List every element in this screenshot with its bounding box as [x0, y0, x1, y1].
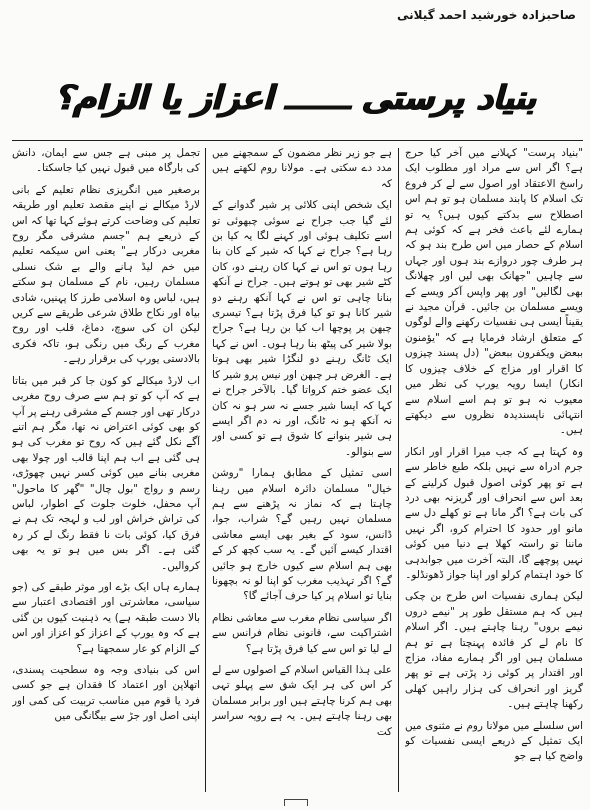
paragraph: لیکن ہماری نفسیات اس طرح بن چکی ہیں کہ ہم مستقل طور پر "نیمے دروں نیمے بروں" رہنا چاہتے ہیں۔ اگر اسلام کا نام لے کر فائدہ پہنچتا ہے تو ہم مسلمان ہیں اور اگر ہمارے مفاد، مزاج اور اقتدار پر کوئی زد پڑتی ہے تو پھر گریز اور انحراف کی ہزار راہیں کھلی رکھنا چاہتے ہیں۔	[405, 590, 583, 711]
paragraph: اب لارڈ میکالے کو کون جا کر قبر میں بتاتا ہے کہ آپ کو تو ہم سے صرف روح مغربی درکار تھی اور جسم کے مشرقی رہنے پر آپ کو بھی کوئی اعتراض نہ تھا، مگر ہم اتنے آگے نکل گئے ہیں کہ روح تو مغرب کی ہو ہی گئی ہے اب ہم اپنا قالب اور چولا بھی مغربی بنانے میں کوئی کسر نہیں چھوڑی، رسم و رواج "بول چال" "گھر کا ماحول" آپ محفل، خلوت جلوت کے اطوار، لباس کی تراش خراش اور لب و لہجہ تک ہم نے فرق کیا، کوئی بات نا فقط رنگ لے کر رہ گئی ہے۔ اگر بس میں ہو تو یہ بھی کروالیں۔	[12, 374, 200, 572]
paragraph: ہمارے ہاں ایک بڑے اور موثر طبقے کی (جو سیاسی، معاشرتی اور اقتصادی اعتبار سے بالا دست طبقہ ہے) یہ ذہنیت کیوں بن گئی ہے کہ وہ یورپ کے اعزاز کو اعزاز اور اس کے الزام کو عار سمجھتا ہے؟	[12, 580, 200, 655]
paragraph: ایک شخص اپنی کلائی پر شیر گدوانے کے لئے گیا جب جراح نے سوئی چبھوئی تو اسے تکلیف ہوئی اور کہنے لگا یہ کیا بن رہا ہے؟ جراح نے کہا کہ شیر کے کان بنا رہا ہوں تو اس نے کہا کان رہنے دو، کان کٹے شیر بھی تو ہوتے ہیں۔ جراح نے آنکھ بنانا چاہی تو اس نے کہا آنکھ رہنے دو شیر کانا ہو تو کیا فرق پڑتا ہے؟ تیسری چبھن پر پوچھا اب کیا بن رہا ہے؟ جراح بولا شیر کی پیٹھ بنا رہا ہوں۔ اس نے کہا ایک ٹانگ رہنے دو لنگڑا شیر بھی ہوتا ہے۔ الغرض ہر چبھن اور نیس پرو شیر کا ایک عضو ختم کرواتا گیا۔ بالآخر جراح نے کہا کہ ایسا شیر جسے نہ سر ہو نہ کان نہ آنکھ ہو نہ ٹانگ، اور نہ دم اگر ایسے ہی شیر بنوانے کا شوق ہے تو کسی اور سے بنوالو۔	[212, 199, 392, 458]
paragraph: وہ کہتا ہے کہ جب میرا اقرار اور انکار جرم ادراہ سے نہیں بلکہ طبع خاطر سے ہے تو پھر کوئی اصول قبول کرلینے کے بعد اس سے انحراف اور گریزنہ بھی درد کی بات ہے؟ اگر مانا ہے تو کھلے دل سے مانو اور حدود کا احترام کرو، اگر نہیں ماننا تو راستہ کھلا ہے دنیا میں کوئی نہیں پوچھے گا، البتہ آخرت میں جوابدہی کا خود اہتمام کرلو اور اپنا جواز ڈھونڈلو۔	[405, 445, 583, 581]
paragraph: برصغیر میں انگریزی نظام تعلیم کے بانی لارڈ میکالے نے اپنے مقصد تعلیم اور طریقہ تعلیم کی وضاحت کرتے ہوئے کہا تھا کہ اس کے ذریعے ہم "جسم مشرقی مگر روح مغربی درکار ہے" یعنی اس سیکمہ تعلیم میں خم لیڈ ہانے والے بے شک نسلی مسلمان رہیں، نام کے مسلمان ہو سکتے ہیں، لباس وہ اسلامی طرز کا پہنیں، شادی بیاہ اور نکاح طلاق شرعی طریقے سے کریں لیکن ان کی سوچ، دماغ، قلب اور روح مغرب کے رنگ میں رنگی ہو، تاکہ فکری بالادستی یورپ کی برقرار رہے۔	[12, 183, 200, 366]
column-divider-right	[398, 148, 399, 792]
article-column-left	[12, 146, 200, 792]
paragraph: "بنیاد پرست" کہلانے میں آخر کیا حرج ہے؟ اگر اس سے مراد اور مطلوب ایک راسخ الاعتقاد اور اصول سے لے کر فروع تک اسلام کا پابند مسلمان ہو تو ہم اس اصطلاح سے بدکتے کیوں ہیں؟ یہ تو ہمارے لئے باعث فخر ہے کہ کوئی ہم اسلام کے حصار میں اس طرح بند ہو کہ ہر طرف چور دروازے بند ہوں اور جہاں سے چاہیں "جھانک بھی لیں اور چھلانگ بھی لگالیں" اور پھر واپس آکر ویسے کے ویسے مسلمان بن جائیں۔ قرآن مجید نے یقیناً ایسی ہی نفسیات رکھنے والے لوگوں کے متعلق ارشاد فرمایا ہے کہ "یؤمنون ببعض ویکفرون ببعض" (دل پسند چیزوں کا اقرار اور مزاج کے خلاف چیزوں کا انکار) ایسا رویہ یورپ کی نظر میں معیوب نہ ہو تو ہم اسے اسلام سے انتہائی ناپسندیدہ نظروں سے دیکھتے ہیں۔	[405, 147, 583, 437]
paragraph: اگر سیاسی نظام مغرب سے معاشی نظام اشتراکیت سے، قانونی نظام فرانس سے لے لیا تو اس سے کیا فرق پڑتا ہے؟	[212, 611, 392, 655]
paragraph: علی ہذا القیاس اسلام کے اصولوں سے لے کر اس کی ہر ایک شق سے پہلو تہی بھی ہم کرنا چاہتے ہیں اور برابر مسلمان بھی رہنا چاہتے ہیں۔ یہ ہے رویہ سراسر کت	[212, 664, 392, 738]
paragraph: اس کی بنیادی وجہ وہ سطحیت پسندی، اتھلاپن اور اعتماد کا فقدان ہے جو کسی فرد یا قوم میں مناسب تربیت کی کمی اور اپنی اصل اور جڑ سے بیگانگی میں	[12, 664, 200, 723]
paragraph: اس سلسلے میں مولانا روم نے مثنوی میں ایک تمثیل کے ذریعے ایسی نفسیات کو واضح کیا ہے جو	[405, 719, 583, 763]
paragraph: تجمل پر مبنی ہے جس سے ایمان، دانش کی بارگاہ میں قبول نہیں کیا جاسکتا۔	[12, 147, 200, 175]
paragraph: ہے جو زیر نظر مضمون کے سمجھنے میں مدد دے سکتی ہے۔ مولانا روم لکھتے ہیں کہ	[212, 147, 392, 190]
article-headline	[52, 62, 538, 134]
paragraph: اسی تمثیل کے مطابق ہمارا "روشن خیال" مسلمان دائرہ اسلام میں رہنا چاہتا ہے کہ نماز نہ پڑھنے سے ہم مسلمان نہیں رہیں گے؟ شراب، جوا، ڈانس، سود کے بغیر بھی ایسے معاشی اقتدار کیسے آئیں گے۔ یہ سب کچھ کر کے بھی ہم اسلام سے کیوں خارج ہو جائیں گے؟ اگر تہذیب مغرب کو اپنا لو نہ بچھونا بنایا تو اسلام پر کیا حرف آجائے گا؟	[212, 467, 392, 603]
column-divider-left	[205, 148, 206, 792]
page-folio-mark	[284, 799, 308, 806]
headline-rule	[12, 140, 583, 141]
article-column-right	[405, 146, 583, 792]
article-byline: صاحبزادہ خورشید احمد گیلانی	[396, 8, 576, 22]
article-column-middle	[212, 146, 392, 792]
headline-text: بنیاد پرستی ــــــ اعزاز یا الزام؟	[54, 78, 536, 117]
